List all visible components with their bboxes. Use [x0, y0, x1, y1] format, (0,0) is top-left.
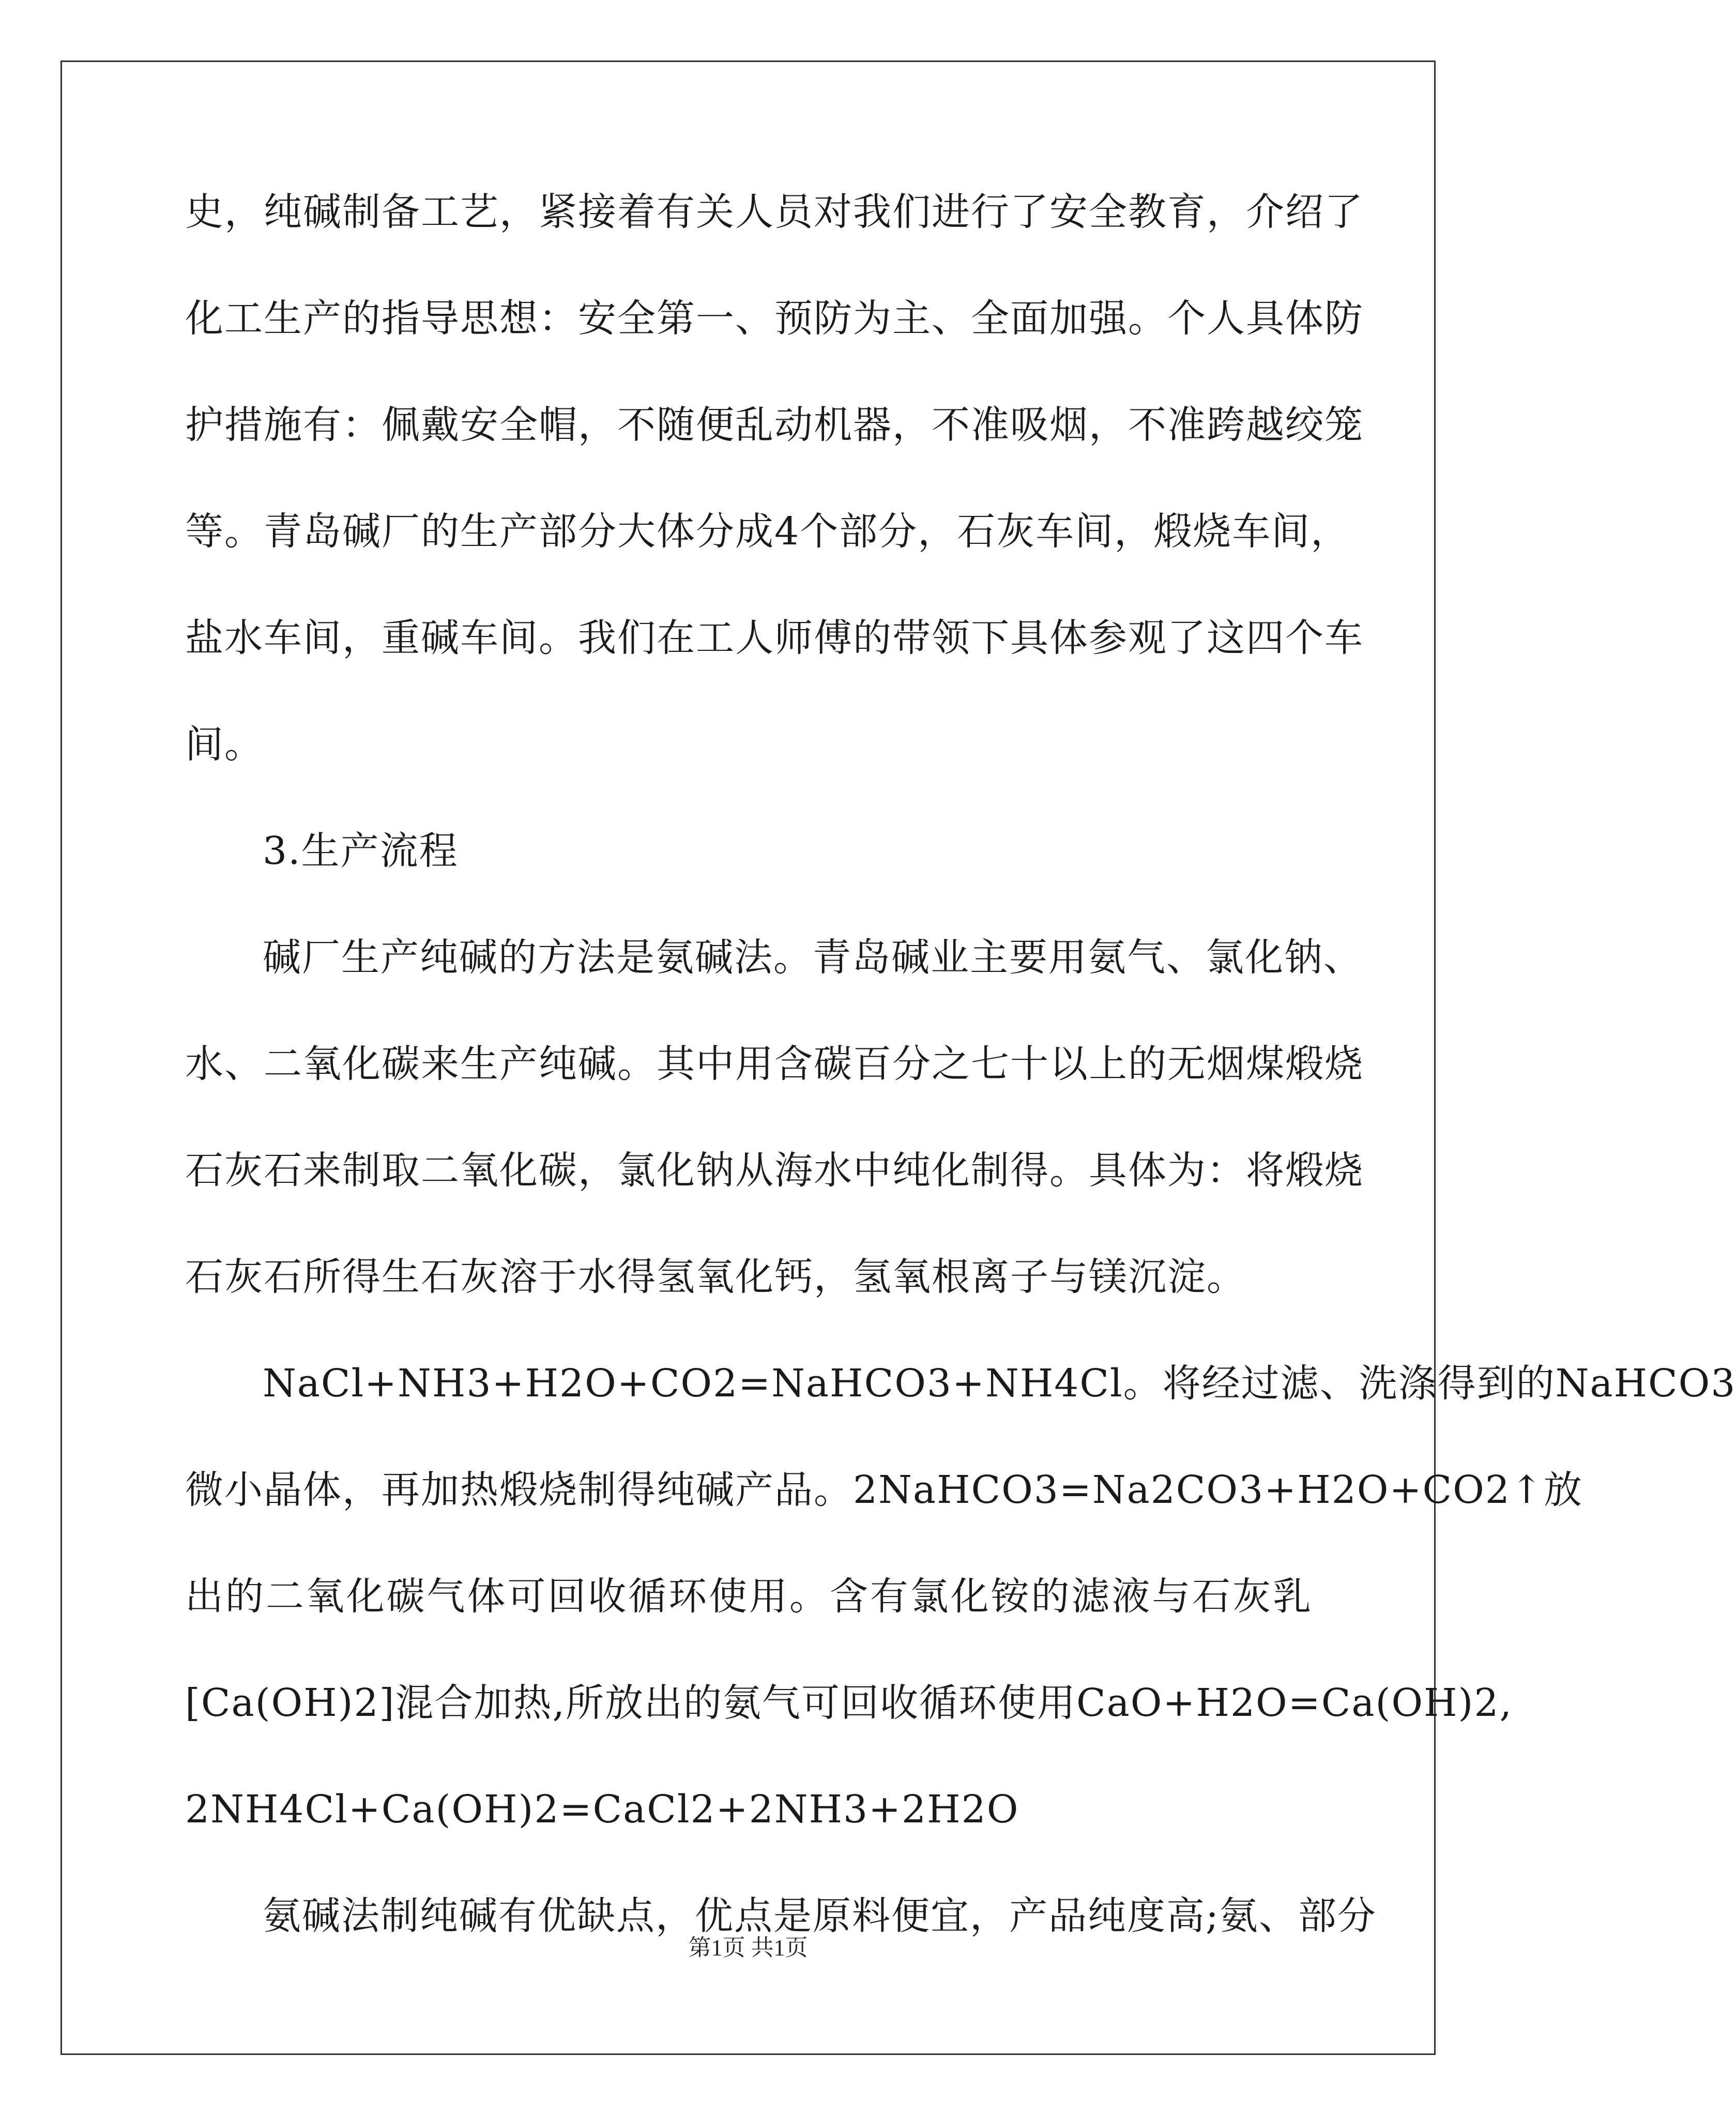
text-line: NaCl+NH3+H2O+CO2=NaHCO3+NH4Cl。将经过滤、洗涤得到的NaHCO3	[263, 1361, 1736, 1406]
text-line: 碱厂生产纯碱的方法是氨碱法。青岛碱业主要用氨气、氯化钠、	[263, 935, 1363, 980]
text-line: 微小晶体，再加热煅烧制得纯碱产品。2NaHCO3=Na2CO3+H2O+CO2↑放	[185, 1468, 1583, 1512]
section-heading: 3.生产流程	[263, 829, 459, 873]
text-line: 石灰石来制取二氧化碳，氯化钠从海水中纯化制得。具体为：将煅烧	[185, 1148, 1364, 1193]
text-line: 2NH4Cl+Ca(OH)2=CaCl2+2NH3+2H2O	[185, 1787, 1019, 1832]
text-line: 出的二氧化碳气体可回收循环使用。含有氯化铵的滤液与石灰乳	[185, 1574, 1312, 1619]
text-line: 盐水车间，重碱车间。我们在工人师傅的带领下具体参观了这四个车	[185, 616, 1364, 660]
text-line: 石灰石所得生石灰溶于水得氢氧化钙，氢氧根离子与镁沉淀。	[185, 1255, 1246, 1299]
page-footer: 第1页 共1页	[688, 1935, 808, 1960]
text-line: 间。	[185, 722, 264, 767]
text-line: 化工生产的指导思想：安全第一、预防为主、全面加强。个人具体防	[185, 296, 1364, 341]
text-line: 水、二氧化碳来生产纯碱。其中用含碳百分之七十以上的无烟煤煅烧	[185, 1042, 1364, 1086]
text-line: 史，纯碱制备工艺，紧接着有关人员对我们进行了安全教育，介绍了	[185, 190, 1364, 234]
text-line: [Ca(OH)2]混合加热,所放出的氨气可回收循环使用CaO+H2O=Ca(OH)2,	[185, 1681, 1513, 1725]
text-line: 等。青岛碱厂的生产部分大体分成4个部分，石灰车间，煅烧车间，	[185, 509, 1350, 554]
text-line: 氨碱法制纯碱有优缺点，优点是原料便宜，产品纯度高;氨、部分	[263, 1894, 1377, 1938]
text-line: 护措施有：佩戴安全帽，不随便乱动机器，不准吸烟，不准跨越绞笼	[185, 403, 1364, 447]
